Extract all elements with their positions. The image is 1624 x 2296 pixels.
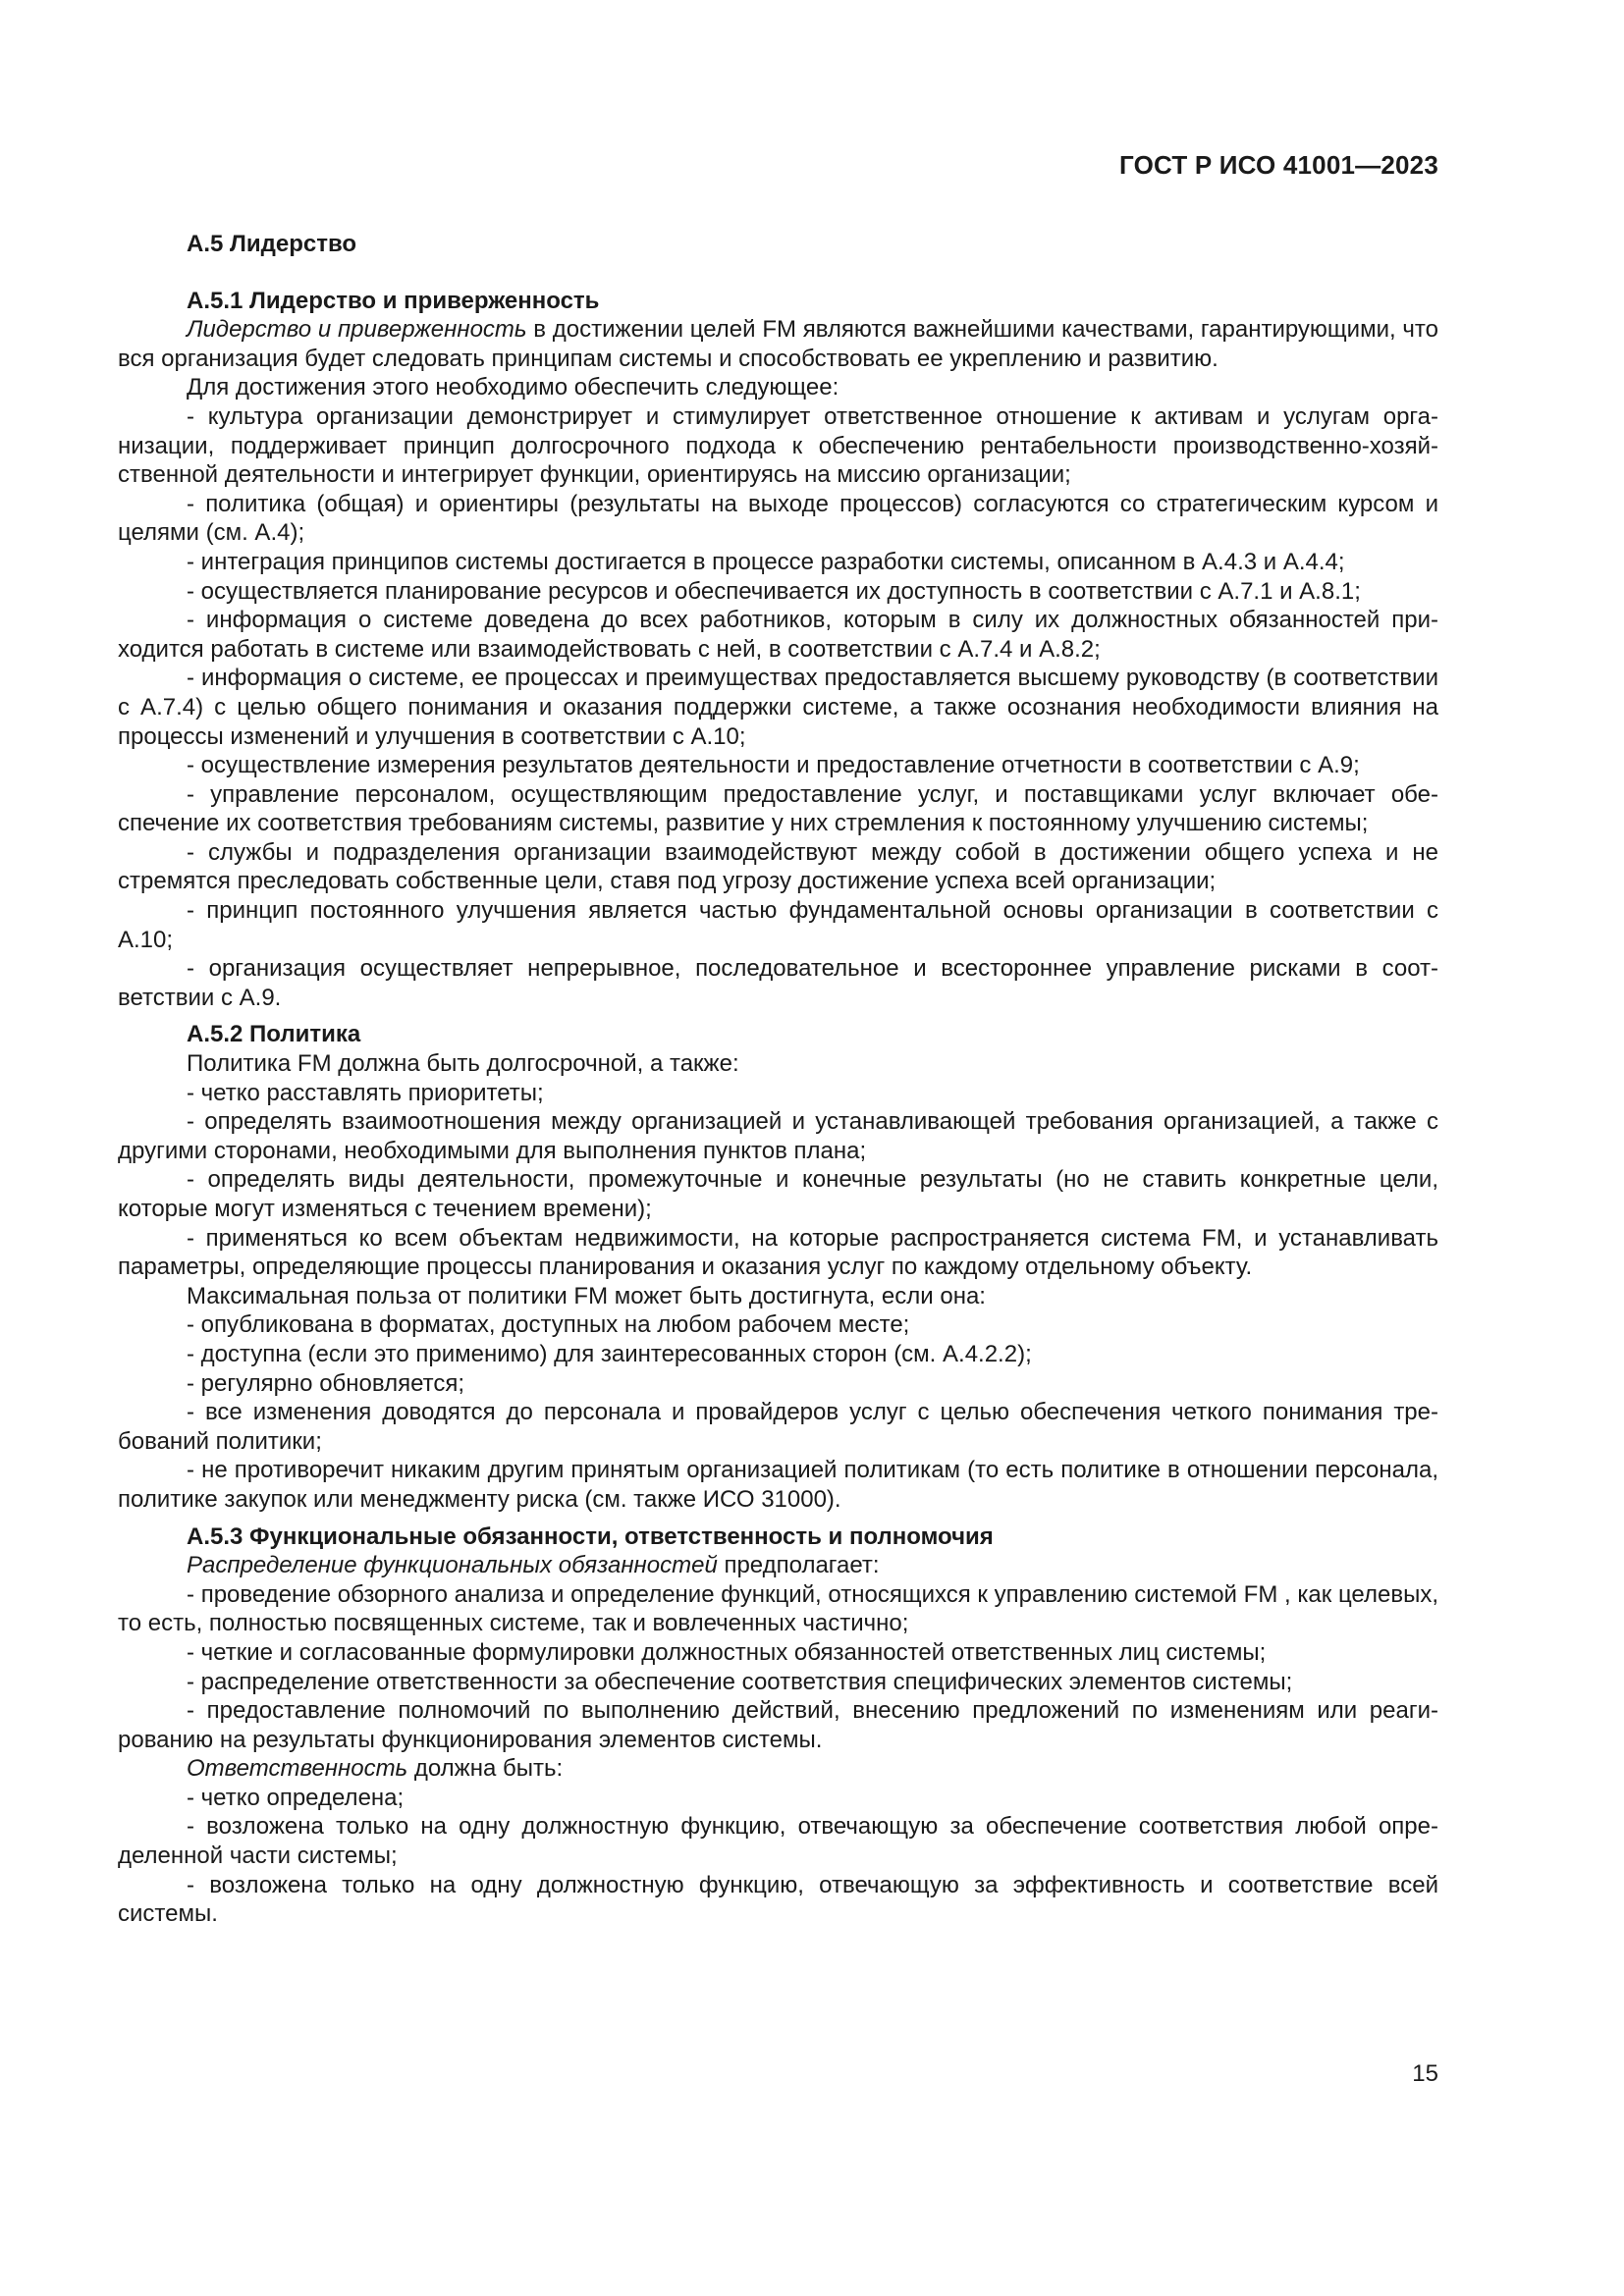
list-item: - осуществляется планирование ресурсов и обеспечивается их доступность в соответствии с А.7.1 и А.8.1; [187, 577, 1361, 605]
italic-term: Ответственность [187, 1755, 408, 1783]
italic-term: Лидерство и приверженность [187, 316, 527, 344]
subsection-heading-a53: А.5.3 Функциональные обязанности, ответственность и полномочия [187, 1522, 994, 1550]
list-item: - организация осуществляет непрерывное, последовательное и всестороннее управление рисками в соответствии с А.9. [118, 955, 1438, 1011]
list-item: - доступна (если это применимо) для заинтересованных сторон (см. А.4.2.2); [187, 1340, 1032, 1367]
list-item: - информация о системе доведена до всех работников, которым в силу их должностных обязанностей приходится работать в системе или взаимодействовать с ней, в соответствии с А.7.4 и А.8.2; [118, 607, 1438, 663]
paragraph: Лидерство и приверженность в достижении целей FM являются важнейшими качествами, гарантирующими, что вся организация будет следовать принципам системы и способствовать ее укреплению и развитию. [118, 316, 1438, 372]
list-item: - четко определена; [187, 1784, 405, 1811]
list-item: - предоставление полномочий по выполнению действий, внесению предложений по изменениям или реагированию на результаты функционирования элементов системы. [118, 1697, 1438, 1753]
list-item: - проведение обзорного анализа и определение функций, относящихся к управлению системой FM , как целевых, то есть, полностью посвященных системе, так и вовлеченных частично; [118, 1580, 1439, 1637]
page-header: ГОСТ Р ИСО 41001—2023 [1118, 150, 1438, 180]
list-item: - интеграция принципов системы достигается в процессе разработки системы, описанном в А.4.3 и А.4.4; [187, 548, 1345, 575]
paragraph: Распределение функциональных обязанностей предполагает: [187, 1552, 880, 1579]
document-body [118, 230, 1438, 1929]
list-item: - осуществление измерения результатов деятельности и предоставление отчетности в соответствии с А.9; [187, 752, 1360, 779]
list-item: - опубликована в форматах, доступных на любом рабочем месте; [187, 1311, 910, 1339]
list-item: - все изменения доводятся до персонала и провайдеров услуг с целью обеспечения четкого понимания требований политики; [118, 1399, 1438, 1455]
paragraph: Политика FM должна быть долгосрочной, а также: [187, 1050, 739, 1078]
italic-term: Распределение функциональных обязанностей [187, 1552, 718, 1579]
paragraph: Для достижения этого необходимо обеспечить следующее: [187, 374, 839, 401]
list-item: - регулярно обновляется; [187, 1369, 465, 1397]
subsection-heading-a51: А.5.1 Лидерство и приверженность [187, 287, 600, 314]
list-item: - распределение ответственности за обеспечение соответствия специфических элементов системы; [187, 1668, 1293, 1695]
list-item: - четко расставлять приоритеты; [187, 1079, 544, 1106]
list-item: - возложена только на одну должностную функцию, отвечающую за обеспечение соответствия любой определенной части системы; [118, 1813, 1438, 1870]
page-number: 15 [1412, 2060, 1438, 2087]
list-item: - культура организации демонстрирует и стимулирует ответственное отношение к активам и услугам организации, поддерживает принцип долгосрочного подхода к обеспечению рентабельности производственно-хозяйственной деятельности и интегрирует функции, ориентируясь на миссию организации; [118, 402, 1438, 489]
list-item: - определять виды деятельности, промежуточные и конечные результаты (но не ставить конкретные цели, которые могут изменяться с течением времени); [118, 1166, 1438, 1222]
list-item: - возложена только на одну должностную функцию, отвечающую за эффективность и соответствие всей системы. [118, 1871, 1438, 1928]
list-item: - определять взаимоотношения между организацией и устанавливающей требования организацией, а также с другими сторонами, необходимыми для выполнения пунктов плана; [118, 1108, 1438, 1164]
list-item: - применяться ко всем объектам недвижимости, на которые распространяется система FM, и устанавливать параметры, определяющие процессы планирования и оказания услуг по каждому отдельному объекту. [118, 1224, 1438, 1281]
paragraph: Ответственность должна быть: [187, 1755, 564, 1783]
list-item: - информация о системе, ее процессах и преимуществах предоставляется высшему руководству (в соответствии с А.7.4) с целью общего понимания и оказания поддержки системе, а также осознания необходимости влияния на процессы изменений и улучшения в соответствии с А.10; [118, 665, 1438, 750]
list-item: - управление персоналом, осуществляющим предоставление услуг, и поставщиками услуг включает обеспечение их соответствия требованиям системы, развитие у них стремления к постоянному улучшению системы; [118, 780, 1438, 837]
list-item: - принцип постоянного улучшения является частью фундаментальной основы организации в соответствии с А.10; [118, 897, 1438, 953]
list-item: - не противоречит никаким другим принятым организацией политикам (то есть политике в отношении персонала, политике закупок или менеджменту риска (см. также ИСО 31000). [118, 1457, 1438, 1513]
list-item: - службы и подразделения организации взаимодействуют между собой в достижении общего успеха и не стремятся преследовать собственные цели, ставя под угрозу достижение успеха всей организации; [118, 838, 1438, 895]
subsection-heading-a52: А.5.2 Политика [187, 1021, 361, 1048]
list-item: - четкие и согласованные формулировки должностных обязанностей ответственных лиц системы; [187, 1638, 1267, 1666]
paragraph: Максимальная польза от политики FM может быть достигнута, если она: [187, 1282, 986, 1309]
section-heading: А.5 Лидерство [187, 231, 357, 257]
list-item: - политика (общая) и ориентиры (результаты на выходе процессов) согласуются со стратегическим курсом и целями (см. А.4); [118, 490, 1438, 547]
